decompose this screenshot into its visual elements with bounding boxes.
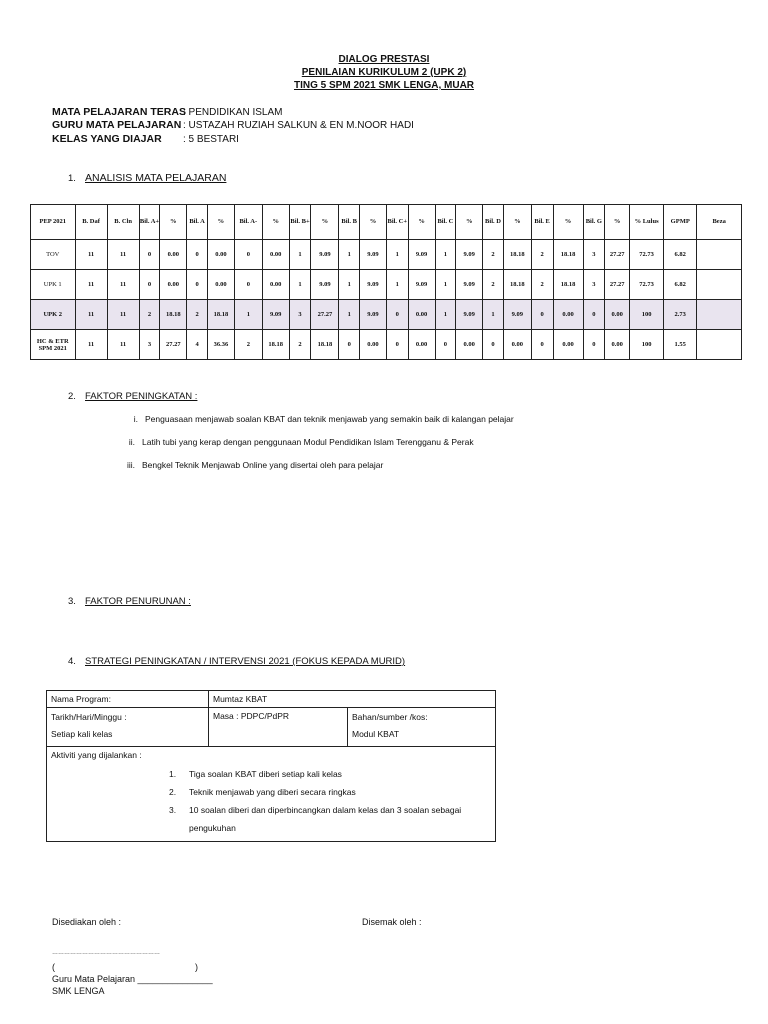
factor-text: Penguasaan menjawab soalan KBAT dan teknik menjawab yang semakin baik di kalangan pelajar [145,414,514,424]
table-cell: 1 [483,300,504,330]
table-cell: 2 [187,300,208,330]
table-cell: 11 [107,300,139,330]
table-cell: 0.00 [503,330,531,360]
table-cell: 0 [187,270,208,300]
factor-number: i. [133,414,138,424]
section-number: 4. [68,656,76,667]
table-cell: 18.18 [553,270,583,300]
table-row [31,300,742,330]
table-cell: 0 [386,300,408,330]
signature-line: ……………………………………………… [52,950,160,956]
row-label: HC & ETR SPM 2021 [31,330,76,360]
doc-subtitle: PENILAIAN KURIKULUM 2 (UPK 2) [301,67,467,78]
table-cell: 27.27 [311,300,339,330]
table-cell: 0 [339,330,360,360]
info-value-teacher: : USTAZAH RUZIAH SALKUN & EN M.NOOR HADI [183,120,414,131]
table-cell: 3 [583,270,605,300]
col-header: GPMP [664,205,697,240]
doc-title: DIALOG PRESTASI [338,54,430,65]
table-cell: 1 [339,240,360,270]
table-cell: 18.18 [553,240,583,270]
table-cell: 0.00 [605,300,630,330]
section-analysis [68,172,226,184]
table-cell: 0 [531,300,553,330]
table-cell: 0 [139,270,160,300]
table-cell: 0 [483,330,504,360]
col-header: Bil. E [531,205,553,240]
table-cell: 1 [339,300,360,330]
info-label-subject: MATA PELAJARAN TERAS [52,106,186,118]
table-cell: 1 [234,300,262,330]
info-value-class: : 5 BESTARI [183,134,239,145]
program-time-label: Masa : PDPC/PdPR [209,708,348,747]
factor-text: Bengkel Teknik Menjawab Online yang disertai oleh para pelajar [142,460,384,470]
table-cell: 11 [75,330,107,360]
activity-number: 2. [169,787,177,797]
table-cell: 6.82 [664,270,697,300]
info-label-class: KELAS YANG DIAJAR [52,133,162,145]
section-number: 3. [68,596,76,607]
table-cell: 9.09 [360,270,387,300]
signature-name-parentheses: ( ) [52,962,199,972]
table-cell: 0.00 [262,240,289,270]
table-cell: 3 [139,330,160,360]
table-cell: 27.27 [160,330,187,360]
table-cell: 9.09 [456,270,483,300]
table-cell [697,300,742,330]
table-cell: 2 [289,330,311,360]
program-material-label: Bahan/sumber /kos: [352,712,428,722]
activity-list [51,765,491,837]
table-cell: 9.09 [503,300,531,330]
table-cell: 9.09 [456,300,483,330]
table-cell: 9.09 [360,300,387,330]
info-label-teacher: GURU MATA PELAJARAN [52,119,182,131]
table-cell: 1 [386,270,408,300]
table-cell: 0 [583,330,605,360]
col-header: % Lulus [630,205,664,240]
table-cell: 72.73 [630,270,664,300]
table-cell [697,330,742,360]
table-cell: 1 [289,240,311,270]
col-header: Bil. G [583,205,605,240]
table-cell: 9.09 [456,240,483,270]
col-header: Bil. A [187,205,208,240]
activity-number: 1. [169,769,177,779]
table-cell: 6.82 [664,240,697,270]
table-cell: 11 [75,240,107,270]
col-header: B. Cln [107,205,139,240]
factor-number: iii. [126,460,135,470]
program-activities-row [47,747,496,842]
table-cell: 0 [234,240,262,270]
row-label: UPK 2 [31,300,76,330]
table-cell: 0 [435,330,456,360]
table-cell: 18.18 [311,330,339,360]
signature-role: Guru Mata Pelajaran _______________ [52,974,213,984]
col-header: % [160,205,187,240]
col-header: Bil. B [339,205,360,240]
section-strategy [68,656,405,667]
row-label: TOV [31,240,76,270]
activity-number: 3. [169,805,177,815]
col-header: % [605,205,630,240]
table-row [31,270,742,300]
factor-item [120,437,474,447]
table-cell: 100 [630,300,664,330]
program-name-label: Nama Program: [47,691,209,708]
table-cell: 0 [583,300,605,330]
activity-text: Tiga soalan KBAT diberi setiap kali kelas [189,769,342,779]
table-cell: 0.00 [360,330,387,360]
table-row [31,240,742,270]
table-cell: 0.00 [262,270,289,300]
table-cell: 1 [435,240,456,270]
table-cell: 0 [139,240,160,270]
factor-text: Latih tubi yang kerap dengan penggunaan Modul Pendidikan Islam Terengganu & Perak [142,437,474,447]
program-name-value: Mumtaz KBAT [209,691,496,708]
table-cell: 1 [435,300,456,330]
table-cell: 2 [483,270,504,300]
program-material-cell [348,708,496,747]
program-activities-label: Aktiviti yang dijalankan : [51,750,142,760]
program-date-label: Tarikh/Hari/Minggu : [51,712,127,722]
col-header: % [503,205,531,240]
table-cell: 3 [583,240,605,270]
table-cell: 0 [187,240,208,270]
table-cell: 11 [75,300,107,330]
table-cell: 0 [386,330,408,360]
table-cell [697,270,742,300]
section-heading: STRATEGI PENINGKATAN / INTERVENSI 2021 (FOKUS KEPADA MURID) [85,656,406,667]
signature-school: SMK LENGA [52,986,105,996]
section-number: 1. [68,173,76,184]
table-cell: 1 [435,270,456,300]
intervention-program-table [46,690,496,842]
table-cell: 11 [107,240,139,270]
doc-subtitle-school: TING 5 SPM 2021 SMK LENGA, MUAR [293,80,475,91]
activity-item [51,801,491,837]
table-cell: 9.09 [262,300,289,330]
col-header: Bil. C+ [386,205,408,240]
info-value-subject: : PENDIDIKAN ISLAM [183,107,283,118]
section-number: 2. [68,391,76,402]
col-header: Bil. D [483,205,504,240]
section-heading: FAKTOR PENURUNAN : [85,596,191,607]
table-cell: 18.18 [503,240,531,270]
table-cell: 0.00 [160,240,187,270]
col-header: Bil. C [435,205,456,240]
program-activities-cell [47,747,496,842]
col-header: Beza [697,205,742,240]
table-cell: 4 [187,330,208,360]
table-cell: 11 [75,270,107,300]
checked-by-label: Disemak oleh : [362,917,422,927]
col-header: B. Daf [75,205,107,240]
program-details-row [47,708,496,747]
table-cell: 2 [483,240,504,270]
table-cell: 18.18 [160,300,187,330]
col-header: % [553,205,583,240]
table-cell: 2.73 [664,300,697,330]
col-header: % [207,205,234,240]
table-header-row [31,205,742,240]
table-cell: 72.73 [630,240,664,270]
col-header: Bil. B+ [289,205,311,240]
table-cell: 27.27 [605,270,630,300]
table-row [31,330,742,360]
activity-text: 10 soalan diberi dan diperbincangkan dalam kelas dan 3 soalan sebagai pengukuhan [189,805,462,833]
factor-number: ii. [128,437,135,447]
table-cell: 18.18 [262,330,289,360]
table-cell: 2 [531,240,553,270]
table-cell: 18.18 [503,270,531,300]
table-cell: 1 [289,270,311,300]
activity-text: Teknik menjawab yang diberi secara ringkas [189,787,356,797]
col-header: % [456,205,483,240]
section-decline [68,596,191,607]
table-cell: 100 [630,330,664,360]
table-cell: 9.09 [408,270,435,300]
factor-item [123,414,514,424]
program-material-value: Modul KBAT [352,729,400,739]
table-cell: 36.36 [207,330,234,360]
activity-item [51,783,491,801]
col-header: Bil. A+ [139,205,160,240]
table-cell: 0.00 [160,270,187,300]
table-cell: 9.09 [311,240,339,270]
table-cell: 9.09 [408,240,435,270]
section-improvement [68,391,197,402]
table-cell: 0.00 [207,270,234,300]
col-header: % [311,205,339,240]
table-cell: 11 [107,270,139,300]
table-cell: 2 [234,330,262,360]
table-cell: 11 [107,330,139,360]
table-cell: 1.55 [664,330,697,360]
table-cell: 0.00 [408,330,435,360]
table-cell: 0.00 [456,330,483,360]
activity-item [51,765,491,783]
row-label: UPK 1 [31,270,76,300]
program-name-row [47,691,496,708]
section-heading: ANALISIS MATA PELAJARAN [85,172,227,184]
program-date-cell [47,708,209,747]
factor-item [120,460,383,470]
table-cell: 0.00 [605,330,630,360]
table-cell: 0.00 [553,300,583,330]
table-cell: 0 [234,270,262,300]
col-header: % [408,205,435,240]
table-cell: 0.00 [207,240,234,270]
table-cell: 2 [139,300,160,330]
table-cell: 9.09 [311,270,339,300]
grade-analysis-table [30,204,742,360]
prepared-by-label: Disediakan oleh : [52,917,122,927]
col-header: % [262,205,289,240]
col-header: PEP 2021 [31,205,76,240]
table-cell: 2 [531,270,553,300]
table-cell: 27.27 [605,240,630,270]
program-date-value: Setiap kali kelas [51,729,113,739]
table-cell: 18.18 [207,300,234,330]
table-cell: 0 [531,330,553,360]
table-cell: 1 [339,270,360,300]
section-heading: FAKTOR PENINGKATAN : [85,391,198,402]
table-cell: 1 [386,240,408,270]
col-header: Bil. A- [234,205,262,240]
table-cell: 3 [289,300,311,330]
table-cell [697,240,742,270]
table-cell: 0.00 [408,300,435,330]
table-cell: 0.00 [553,330,583,360]
col-header: % [360,205,387,240]
table-cell: 9.09 [360,240,387,270]
